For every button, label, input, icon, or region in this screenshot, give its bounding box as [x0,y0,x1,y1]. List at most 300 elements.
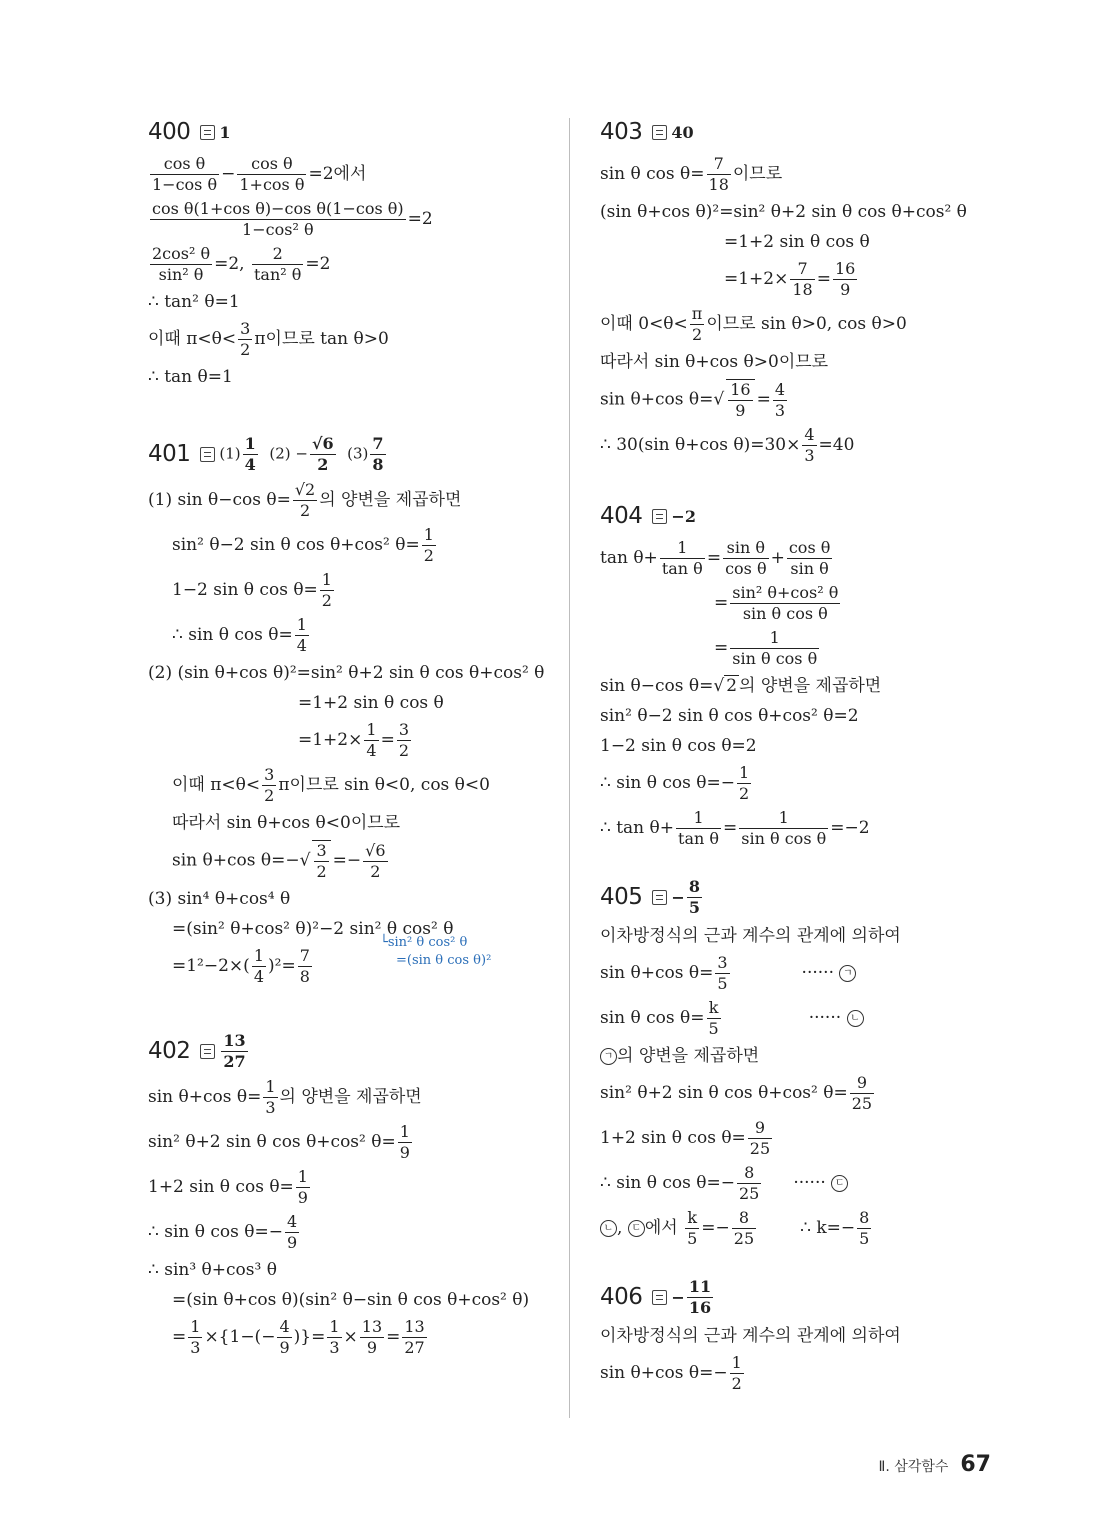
denominator: 2 [317,454,329,474]
fraction [320,570,334,611]
denominator: 2 [398,741,409,760]
denominator: 9 [840,280,851,299]
fraction [252,244,303,285]
answer-value [219,434,387,475]
solution-line: =(sin θ+cos θ)(sin² θ−sin θ cos θ+cos² θ) [172,1290,530,1310]
fraction [730,1353,744,1394]
problem-header [600,114,1020,150]
numerator: 3 [316,841,327,860]
fraction [188,1317,202,1358]
denominator: sin θ [790,559,829,578]
answer-value [221,1031,247,1072]
solution-line: ∴ sin³ θ+cos³ θ [148,1260,277,1280]
text: ∴ sin θ cos θ= [172,625,293,645]
denominator: 25 [733,1229,755,1248]
problem-number: 403 [600,119,643,145]
text: =1+2× [298,730,363,750]
text: 1+2 sin θ cos θ= [600,1128,746,1148]
text: sin² θ−2 sin θ cos θ+cos² θ= [172,535,420,555]
numerator: 1 [253,946,264,965]
denominator: 9 [279,1338,290,1357]
problem-400 [148,114,568,390]
numerator: 1 [321,570,332,589]
numerator: cos θ [788,538,831,557]
denominator: tan θ [678,829,720,848]
denominator: 3 [190,1338,201,1357]
text: 이므로 sin θ>0, cos θ>0 [706,314,907,334]
sqrt-sign: √ [713,676,725,696]
dots: ······ [801,963,834,983]
text: =1+2× [724,269,789,289]
solution-line [600,583,1020,624]
fraction [787,538,833,579]
problem-number: 402 [148,1038,191,1064]
solution-line: (2) (sin θ+cos θ)²=sin² θ+2 sin θ cos θ+cos² θ [148,663,545,683]
denominator: 2 [240,340,251,359]
page-footer [878,1452,991,1477]
fraction [850,1073,874,1114]
fraction [296,1167,310,1208]
problem-number: 406 [600,1284,643,1310]
numerator: √6 [365,840,386,860]
circle-marker: ㄱ [839,965,856,982]
solution-line [148,570,568,611]
denominator: 4 [366,741,377,760]
text: )}= [293,1327,326,1347]
text: sin θ+cos θ= [600,389,714,410]
numerator: 1 [731,1353,742,1372]
problem-header [148,1029,568,1073]
denominator: 9 [297,1188,308,1207]
denominator: 5 [708,1019,719,1038]
denominator: 1−cos θ [152,175,218,194]
denominator: 18 [708,175,729,194]
fraction [690,304,705,345]
solution-line [600,1208,1020,1249]
problem-403 [600,114,1020,466]
fraction [150,199,406,240]
numerator: 4 [279,1317,290,1336]
fraction [298,946,312,987]
denominator: 25 [851,1094,873,1113]
problem-header [600,498,1020,534]
numerator: 3 [398,720,409,739]
fraction [660,538,705,579]
problem-header [148,114,568,150]
note-line: └sin² θ cos² θ [380,935,468,950]
denominator: sin θ cos θ [741,829,827,848]
answer-value: 1 [219,122,231,142]
denominator: 4 [244,454,256,474]
numerator: sin θ [723,538,769,559]
text: ∴ sin θ cos θ=− [600,773,735,793]
denominator: 5 [717,974,728,993]
fraction [730,583,840,624]
text: (3) [347,444,369,462]
text: sin² θ+2 sin θ cos θ+cos² θ= [600,1083,848,1103]
solution-line [600,425,1020,466]
solution-line [148,1317,568,1358]
solution-line [148,154,568,195]
problem-406 [600,1275,1020,1394]
fraction [312,840,330,882]
problem-number: 401 [148,441,191,467]
numerator: 8 [688,876,700,896]
solution-line [148,199,568,240]
text: =2 [305,254,331,274]
answer-sign: − [671,887,685,907]
dots: ······ [808,1008,842,1028]
numerator: 1 [730,628,819,649]
answer-icon [200,447,215,462]
fraction [715,953,729,994]
solution-line [600,953,1020,994]
side-note [380,934,491,970]
numerator: 1 [329,1317,340,1336]
numerator: √6 [311,433,334,453]
solution-line [600,1163,1020,1204]
fraction [277,1317,291,1358]
numerator: 1 [190,1317,201,1336]
fraction [237,154,306,195]
text: = [386,1327,401,1347]
text: 이때 0<θ< [600,314,688,334]
numerator: 2cos² θ [152,244,211,263]
solution-line: 이차방정식의 근과 계수의 관계에 의하여 [600,1326,901,1346]
column-divider [569,118,570,1418]
fraction [707,998,721,1039]
chapter-label: Ⅱ. 삼각함수 [878,1459,949,1475]
text: 1−2 sin θ cos θ= [172,580,318,600]
numerator: 16 [834,259,856,278]
solution-line: ∴ tan θ=1 [148,367,233,387]
numerator: 7 [790,259,814,280]
text: = [756,389,771,410]
text: 의 양변을 제곱하면 [739,676,882,696]
denominator: 3 [265,1098,276,1117]
solution-line [148,765,568,806]
text: ∴ sin θ cos θ=− [600,1173,735,1193]
numerator: 1 [423,525,434,544]
numerator: 1 [265,1077,276,1096]
text: sin θ cos θ= [600,1008,705,1028]
numerator: 1 [399,1122,410,1141]
fraction [360,1317,384,1358]
fraction [397,720,411,761]
solution-line [600,1353,1020,1394]
text: =− [701,1218,730,1238]
text: 의 양변을 제곱하면 [319,490,462,510]
fraction [422,525,436,566]
problem-number: 404 [600,503,643,529]
solution-line [600,1043,1020,1069]
fraction [252,946,266,987]
denominator: 1+cos θ [239,175,305,194]
denominator: tan θ [661,559,703,578]
fraction [676,808,721,849]
numerator: 8 [859,1208,870,1227]
problem-header [600,1275,1020,1319]
solution-line [600,673,1020,699]
solution-line [148,1122,568,1163]
denominator: 5 [859,1229,870,1248]
numerator: π [691,304,703,323]
text: ×{1−(− [204,1327,276,1347]
fraction [327,1317,341,1358]
fraction [238,319,252,360]
numerator: 1 [738,763,750,782]
answer-icon [200,1044,215,1059]
solution-line [148,244,568,285]
answer-sign: − [671,1287,685,1307]
text: =2에서 [308,164,367,184]
fraction [802,425,816,466]
operator: − [221,164,236,184]
denominator: 8 [299,967,310,986]
text: =40 [818,435,855,455]
numerator: cos θ [237,154,306,175]
text: 이때 π<θ< [148,329,237,349]
fraction [790,259,814,300]
denominator: 5 [687,1229,698,1248]
fraction [732,1208,756,1249]
answer-icon [652,125,667,140]
problem-401 [148,432,568,987]
solution-line [148,1212,568,1253]
numerator: k [685,1208,699,1229]
sqrt-sign: √ [299,850,311,871]
circle-marker: ㄱ [600,1048,617,1065]
solution-line [148,525,568,566]
denominator: 2 [370,861,381,881]
text: tan θ+ [600,548,658,568]
denominator: 27 [404,1338,425,1357]
numerator: 9 [748,1118,772,1139]
answer-value [687,1277,713,1318]
fraction [364,720,378,761]
solution-line: sin² θ−2 sin θ cos θ+cos² θ=2 [600,706,859,726]
text: × [343,1327,358,1347]
text: = [723,818,738,838]
text: sin θ cos θ= [600,164,705,184]
text: + [770,548,785,568]
problem-number: 405 [600,884,643,910]
text: = [706,548,722,568]
denominator: 4 [253,967,264,986]
numerator: 11 [688,1276,712,1296]
solution-line [148,1167,568,1208]
numerator: 1 [366,720,377,739]
answer-value: −2 [671,506,696,526]
solution-line: ∴ tan² θ=1 [148,292,240,312]
fraction [285,1212,299,1253]
text: =−2 [830,818,870,838]
solution-line [600,808,1020,849]
denominator: 3 [329,1338,340,1357]
problem-404 [600,498,1020,849]
sqrt-sign: √ [713,389,725,410]
fraction [748,1118,772,1159]
numerator: 7 [707,154,731,175]
denominator: 5 [688,897,700,917]
fraction [739,808,828,849]
problem-header [600,875,1020,919]
fraction [370,434,385,475]
fraction [263,1077,277,1118]
solution-line [600,998,1020,1039]
denominator: 9 [735,401,746,420]
solution-line [148,720,568,761]
text: sin θ+cos θ=− [600,1363,728,1383]
fraction [363,841,387,882]
solution-line: 이차방정식의 근과 계수의 관계에 의하여 [600,926,901,946]
numerator: 7 [299,946,310,965]
fraction [150,154,219,195]
fraction [293,480,317,521]
numerator: 9 [850,1073,874,1094]
text: =2 [407,209,433,229]
fraction [243,434,258,475]
solution-line: (sin θ+cos θ)²=sin² θ+2 sin θ cos θ+cos² θ [600,202,967,222]
fraction [262,765,276,806]
numerator: 4 [286,1212,298,1231]
denominator: 25 [738,1184,760,1203]
text: 이므로 [732,164,783,184]
fraction [398,1122,412,1163]
numerator: cos θ(1+cos θ)−cos θ(1−cos θ) [152,199,404,218]
dots: ······ [793,1173,826,1193]
text: 이때 π<θ< [172,775,261,795]
answer-icon [200,125,215,140]
problem-405 [600,875,1020,1249]
text: sin θ+cos θ=− [172,850,300,871]
denominator: 2 [264,786,275,805]
solution-line: =(sin² θ+cos² θ)²−2 sin² θ cos² θ [172,919,454,939]
text: π이므로 tan θ>0 [254,329,389,349]
text: sin² θ+2 sin θ cos θ+cos² θ= [148,1132,396,1152]
circle-marker: ㄷ [831,1175,848,1192]
left-column [148,110,568,1362]
numerator: 13 [404,1317,425,1336]
solution-line [148,319,568,360]
numerator: 1 [676,808,721,829]
text: ∴ sin θ cos θ=− [148,1222,283,1242]
text: = [172,1327,187,1347]
denominator: 1−cos² θ [242,220,314,239]
fraction [773,380,787,421]
answer-icon [652,890,667,905]
problem-number: 400 [148,119,191,145]
denominator: 8 [372,454,384,474]
fraction [402,1317,426,1358]
right-column [600,110,1020,1398]
circle-marker: ㄴ [600,1220,617,1237]
solution-line [600,628,1020,669]
problem-header [148,432,568,476]
solution-line [600,154,1020,195]
answer-value [687,877,702,918]
solution-line [600,379,1020,421]
text: sin θ−cos θ= [600,676,714,696]
denominator: 2 [316,862,327,881]
denominator: 3 [804,446,815,465]
text: ∴ k=− [800,1218,856,1238]
note-line: =(sin θ cos θ)² [396,953,492,968]
denominator: 2 [691,325,703,344]
text: 에서 [644,1218,678,1238]
numerator: 1 [296,615,307,634]
text: 1+2 sin θ cos θ= [148,1177,294,1197]
text: sin θ+cos θ= [148,1087,262,1107]
denominator: 27 [223,1051,246,1071]
denominator: 16 [688,1297,712,1317]
solution-line [600,304,1020,345]
circle-marker: ㄷ [628,1220,645,1237]
denominator: 18 [792,280,813,299]
fraction [723,538,769,579]
numerator: 3 [240,319,251,338]
text: sin θ+cos θ= [600,963,714,983]
denominator: 2 [321,591,332,610]
numerator: 3 [264,765,275,784]
denominator: 3 [774,400,785,420]
text: =2, [214,254,245,274]
numerator: k [707,998,721,1019]
denominator: 4 [296,636,307,655]
solution-line [600,538,1020,579]
solution-line [148,615,568,656]
text: ∴ 30(sin θ+cos θ)=30× [600,435,801,455]
numerator: 8 [737,1163,761,1184]
text: = [714,638,729,658]
fraction [707,154,731,195]
denominator: 9 [399,1143,410,1162]
numerator: cos θ [150,154,219,175]
numerator: 2 [252,244,303,265]
text: , [617,1218,623,1238]
solution-line: =1+2 sin θ cos θ [724,232,870,252]
denominator: 2 [423,546,434,565]
text: 의 양변을 제곱하면 [279,1087,422,1107]
fraction [726,379,754,421]
numerator: 1 [297,1167,308,1186]
text: (1) sin θ−cos θ= [148,490,291,510]
denominator: sin² θ [158,265,204,284]
denominator: 2 [738,784,750,803]
text: (2) − [269,444,308,462]
solution-line [148,1077,568,1118]
denominator: 2 [731,1374,742,1393]
text: (1) [219,444,241,462]
numerator: 8 [732,1208,756,1229]
circle-marker: ㄴ [847,1010,864,1027]
solution-line [600,1073,1020,1114]
answer-icon [652,509,667,524]
numerator: 13 [361,1317,383,1336]
denominator: 9 [286,1233,298,1252]
answer-value: 40 [671,122,694,142]
fraction [730,628,819,669]
text: π이므로 sin θ<0, cos θ<0 [278,775,490,795]
numerator: √2 [294,480,316,499]
text: = [816,269,831,289]
denominator: sin θ cos θ [742,604,828,623]
text: 의 양변을 제곱하면 [617,1046,760,1066]
numerator: 7 [372,433,384,453]
solution-line [148,840,568,882]
solution-line [148,935,568,987]
denominator: 9 [366,1338,378,1357]
